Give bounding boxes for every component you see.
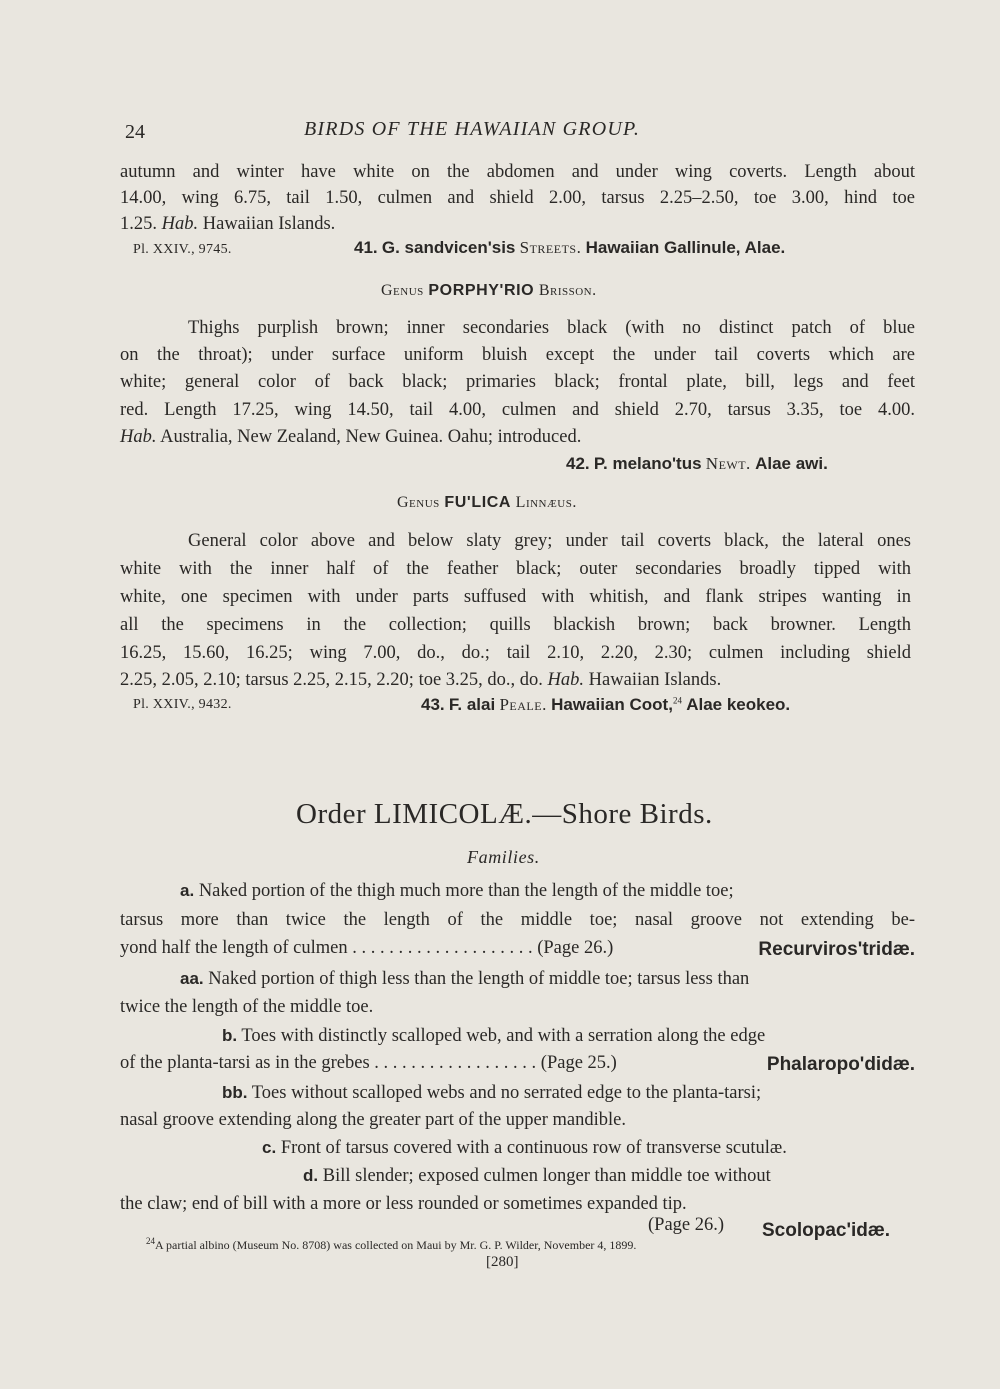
hab-value: Australia, New Zealand, New Guinea. Oahu; introduced. [160, 427, 582, 447]
key-text: of the planta-tarsi as in the grebes . . . . . . . . . . . . . . . . . . (Page 25.) [120, 1053, 617, 1073]
key-d-line1 [303, 1163, 915, 1189]
genus-heading [381, 282, 597, 300]
plate-reference: Pl. XXIV., 9745. [133, 242, 232, 257]
key-text: yond half the length of culmen . . . . . . . . . . . . . . . . . . . . (Page 26.) [120, 938, 614, 958]
hab-line [120, 667, 915, 693]
species-author: Streets. [519, 238, 582, 257]
hab-label: Hab. [120, 427, 157, 447]
key-text: Toes without scalloped webs and no serrated edge to the planta-tarsi; [251, 1083, 762, 1103]
text-line: red. Length 17.25, wing 14.50, tail 4.00, culmen and shield 2.70, tarsus 3.35, toe 4.00. [120, 400, 915, 420]
running-title: BIRDS OF THE HAWAIIAN GROUP. [304, 118, 641, 140]
species-author: Peale. [499, 695, 547, 714]
intro-line: autumn and winter have white on the abdomen and under wing coverts. Length about [120, 162, 915, 182]
text-line: 16.25, 15.60, 16.25; wing 7.00, do., do.; tail 2.10, 2.20, 2.30; culmen including shield [120, 643, 911, 663]
key-label: c. [262, 1138, 277, 1157]
key-a-line1 [180, 878, 915, 904]
key-text: Front of tarsus covered with a continuous row of transverse scutulæ. [280, 1138, 787, 1158]
key-text: nasal groove extending along the greater part of the upper mandible. [120, 1110, 626, 1130]
key-label: b. [222, 1026, 238, 1045]
key-b-line2 [120, 1050, 915, 1076]
species-name: F. alai [448, 695, 496, 714]
genus-author: Brisson. [538, 282, 597, 299]
folio-number: [280] [486, 1254, 519, 1270]
common-name: Hawaiian Gallinule, Alae. [585, 238, 786, 257]
page-number: 24 [125, 121, 145, 143]
key-label: a. [180, 881, 195, 900]
footnote-marker: 24 [672, 695, 682, 706]
common-name: Alae awi. [755, 454, 828, 473]
key-text: the claw; end of bill with a more or less rounded or sometimes expanded tip. [120, 1194, 687, 1214]
key-text: twice the length of the middle toe. [120, 997, 374, 1017]
species-entry [566, 454, 828, 474]
intro-line: 1.25. [120, 214, 157, 234]
footnote [146, 1236, 636, 1253]
key-label: bb. [222, 1083, 248, 1102]
species-number: 42. [566, 454, 590, 473]
genus-author: Linnæus. [515, 494, 577, 511]
footnote-text: A partial albino (Museum No. 8708) was collected on Maui by Mr. G. P. Wilder, November 4, 1899. [155, 1238, 637, 1252]
species-number: 41. [354, 238, 378, 257]
species-name: G. sandvicen'sis [381, 238, 516, 257]
genus-name: PORPHY'RIO [428, 282, 535, 299]
species-name: P. melano'tus [593, 454, 702, 473]
genus-name: FU'LICA [444, 494, 512, 511]
intro-line: 14.00, wing 6.75, tail 1.50, culmen and shield 2.00, tarsus 2.25–2.50, toe 3.00, hind toe [120, 188, 915, 208]
key-a-line3 [120, 935, 915, 961]
text-line: white; general color of back black; primaries black; frontal plate, bill, legs and feet [120, 372, 915, 392]
hab-label: Hab. [547, 670, 585, 690]
order-heading: Order LIMICOLÆ.—Shore Birds. [296, 798, 713, 830]
hab-value: Hawaiian Islands. [202, 214, 336, 234]
text-line: white with the inner half of the feather black; outer secondaries broadly tipped with [120, 559, 911, 579]
genus-heading [397, 494, 577, 512]
page-reference: (Page 26.) [648, 1215, 725, 1235]
footnote-number: 24 [146, 1236, 155, 1246]
family-name: Scolopac'idæ. [762, 1220, 891, 1241]
text-line: 2.25, 2.05, 2.10; tarsus 2.25, 2.15, 2.20; toe 3.25, do., do. [120, 670, 543, 690]
key-b-line1 [222, 1023, 915, 1049]
plate-reference: Pl. XXIV., 9432. [133, 697, 232, 712]
species-entry [354, 238, 785, 258]
hab-value: Hawaiian Islands. [588, 670, 722, 690]
intro-line-last [120, 211, 915, 237]
family-name: Phalaropo'didæ. [766, 1054, 915, 1075]
key-bb-line1 [222, 1080, 915, 1106]
key-text: tarsus more than twice the length of the middle toe; nasal groove not extending be- [120, 910, 915, 930]
species-author: Newt. [705, 454, 751, 473]
species-number: 43. [421, 695, 445, 714]
genus-prefix: Genus [397, 494, 440, 511]
key-text: Naked portion of thigh less than the length of middle toe; tarsus less than [208, 969, 750, 989]
key-label: aa. [180, 969, 204, 988]
text-line: white, one specimen with under parts suffused with whitish, and flank stripes wanting in [120, 587, 911, 607]
text-line: on the throat); under surface uniform bluish except the under tail coverts which are [120, 345, 915, 365]
key-aa-line1 [180, 966, 915, 992]
text-line: Thighs purplish brown; inner secondaries black (with no distinct patch of blue [188, 318, 915, 338]
genus-prefix: Genus [381, 282, 424, 299]
text-line: all the specimens in the collection; quills blackish brown; back browner. Length [120, 615, 911, 635]
key-text: Toes with distinctly scalloped web, and with a serration along the edge [241, 1026, 766, 1046]
common-name-hawaiian: Alae keokeo. [686, 695, 791, 714]
key-text: Bill slender; exposed culmen longer than middle toe without [322, 1166, 771, 1186]
common-name: Hawaiian Coot, [551, 695, 673, 714]
key-c-line1 [262, 1135, 915, 1161]
family-name: Recurviros'tridæ. [758, 939, 915, 960]
hab-label: Hab. [161, 214, 199, 234]
hab-line [120, 424, 915, 450]
families-label: Families. [467, 847, 540, 867]
key-label: d. [303, 1166, 319, 1185]
text-line: General color above and below slaty grey; under tail coverts black, the lateral ones [188, 531, 911, 551]
key-text: Naked portion of the thigh much more than the length of the middle toe; [198, 881, 734, 901]
species-entry [421, 695, 790, 715]
